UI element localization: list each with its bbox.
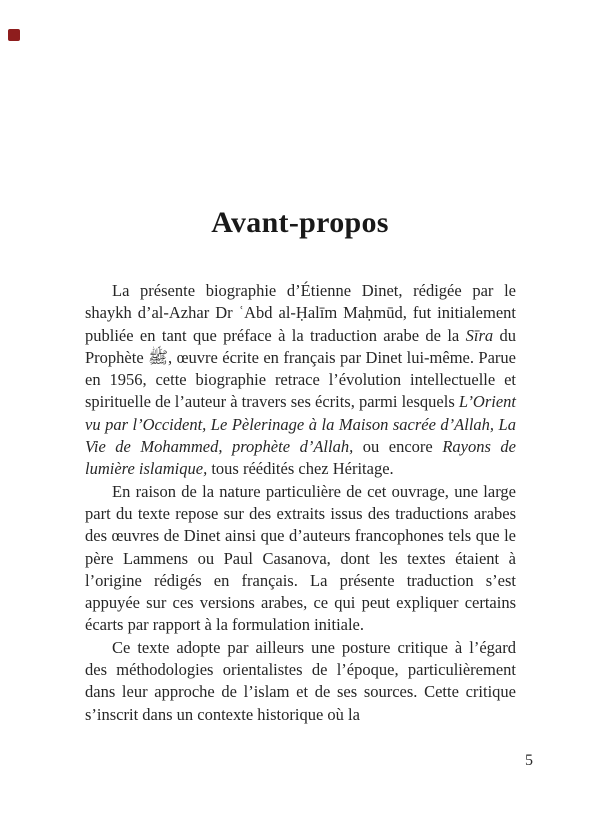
red-bookmark-marker — [8, 29, 20, 41]
page-number: 5 — [525, 752, 533, 769]
body-text-segment: du Prophète ﷺ, œuvre écrite en français par Dinet lui-même. Parue en 1956, cette biographie retrace l’évolution intellectuelle et spirituelle de l’auteur à travers ses écrits, parmi lesquels — [85, 325, 517, 412]
italic-title-text: L’Orient vu par l’Occident, Le Pèlerinage à la Maison sacrée d’Allah, La Vie de Mohammed, prophète d’Allah, — [85, 392, 517, 457]
chapter-title: Avant-propos — [211, 206, 389, 239]
italic-title-text: Rayons de lumière islamique, — [85, 437, 517, 479]
body-text-segment: tous réédités chez Héritage. — [207, 459, 394, 479]
body-text-segment: ou encore — [353, 437, 443, 457]
page-body — [85, 280, 516, 726]
body-text-segment: Ce texte adopte par ailleurs une posture critique à l’égard des méthodologies orientalistes de l’époque, particulièrement dans leur approche de l’islam et de ses sources. Cette critique s’inscrit dans un contexte historique où la — [85, 637, 516, 724]
italic-title-text: Sīra — [465, 325, 494, 345]
paragraph — [85, 637, 516, 726]
paragraph — [85, 280, 516, 481]
body-text-segment: En raison de la nature particulière de cet ouvrage, une large part du texte repose sur des extraits issus des traductions arabes des œuvres de Dinet ainsi que d’auteurs francophones tels que le père Lammens ou Paul Casanova, dont les textes étaient à l’origine rédigés en français. La présente traduction s’est appuyée sur ces versions arabes, ce qui peut expliquer certains écarts par rapport à la formulation initiale. — [85, 481, 516, 635]
body-text-segment: La présente biographie d’Étienne Dinet, rédigée par le shaykh d’al-Azhar Dr ʿAbd al-Ḥalīm Maḥmūd, fut initialement publiée en tant que préface à la traduction arabe de la — [85, 281, 516, 345]
paragraph — [85, 481, 516, 637]
